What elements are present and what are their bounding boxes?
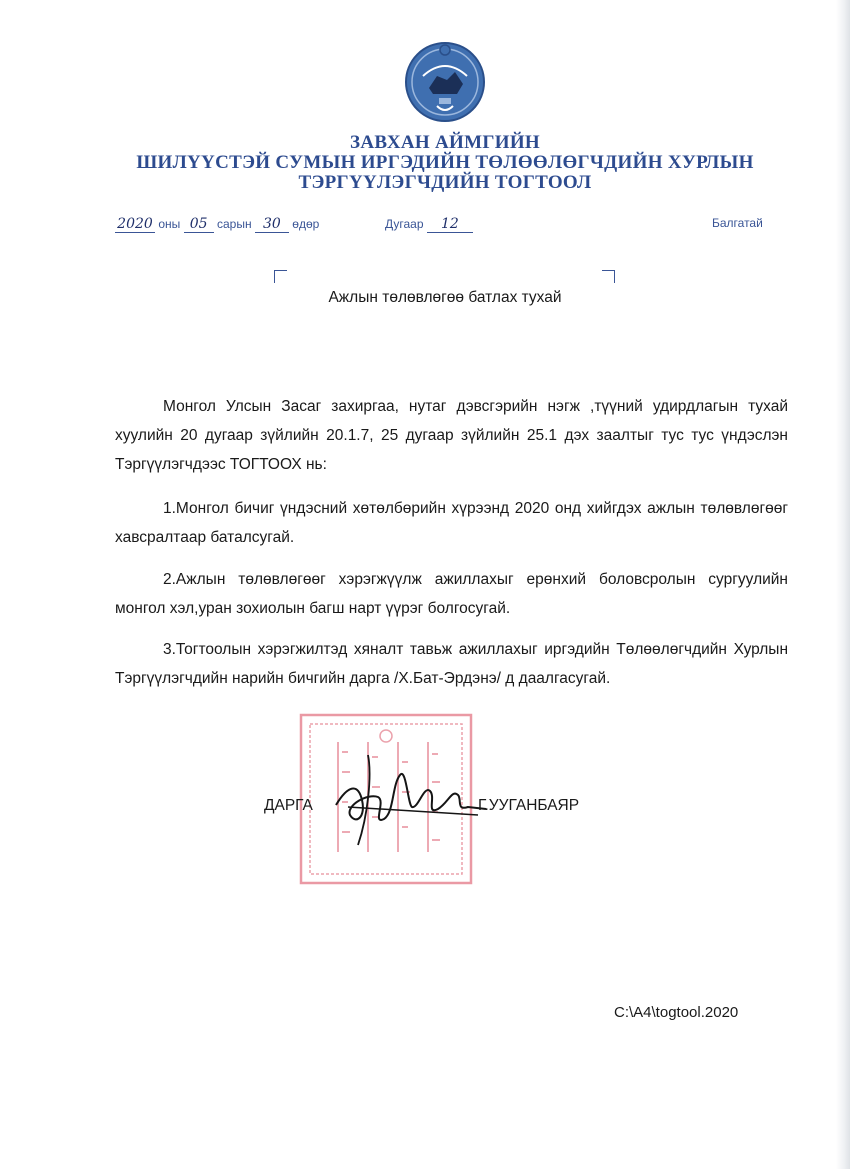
file-path-footer: C:\A4\togtool.2020 (614, 1004, 739, 1021)
date-month: 05 (184, 216, 214, 233)
date-year: 2020 (115, 216, 155, 233)
resolution-number (385, 216, 473, 233)
date-line (115, 216, 319, 233)
date-month-suffix: сарын (216, 217, 252, 231)
header-resolution: ТЭРГҮҮЛЭГЧДИЙН ТОГТООЛ (298, 172, 592, 193)
handwritten-signature (328, 745, 488, 855)
clause-3 (115, 635, 788, 693)
subject-corner-right (602, 270, 615, 283)
date-day-suffix: өдөр (292, 217, 320, 231)
date-year-suffix: оны (158, 217, 181, 231)
paragraph-text: 2.Ажлын төлөвлөгөөг хэрэгжүүлж ажиллахыг ерөнхий боловсролын сургуулийн монгол хэл,уран зохиолын багш нарт үүрэг болгосугай. (115, 571, 788, 617)
paragraph-text: 1.Монгол бичиг үндэсний хөтөлбөрийн хүрээнд 2020 онд хийгдэх ажлын төлөвлөгөөг хавсралтаар баталсугай. (115, 500, 788, 546)
paragraph-text: Монгол Улсын Засаг захиргаа, нутаг дэвсгэрийн нэгж ,түүний удирдлагын тухай хуулийн 20 дугаар зүйлийн 20.1.7, 25 дугаар зүйлийн 25.1 дэх заалтыг тус тус үндэслэн Тэргүүлэгчдээс ТОГТООХ нь: (115, 398, 788, 473)
preamble-paragraph (115, 392, 788, 479)
clause-1 (115, 494, 788, 552)
header-aimag: ЗАВХАН АЙМГИЙН (350, 132, 540, 153)
header-council: ШИЛҮҮСТЭЙ СУМЫН ИРГЭДИЙН ТӨЛӨӨЛӨГЧДИЙН ХУРЛЫН (136, 152, 754, 173)
signatory-name: Г.УУГАНБАЯР (478, 797, 580, 814)
paragraph-text: 3.Тогтоолын хэрэгжилтэд хяналт тавьж ажиллахыг иргэдийн Төлөөлөгчдийн Хурлын Тэргүүлэгчдийн нарийн бичгийн дарга /Х.Бат-Эрдэнэ/ д даалгасугай. (115, 641, 788, 687)
place-name: Балгатай (712, 216, 763, 230)
signatory-title: ДАРГА (264, 797, 313, 814)
number-label: Дугаар (385, 217, 424, 231)
clause-2 (115, 565, 788, 623)
subject-title: Ажлын төлөвлөгөө батлах тухай (328, 289, 562, 306)
subject-corner-left (274, 270, 287, 283)
state-emblem-icon (403, 36, 487, 128)
date-day: 30 (255, 216, 289, 233)
number-value: 12 (427, 216, 473, 233)
